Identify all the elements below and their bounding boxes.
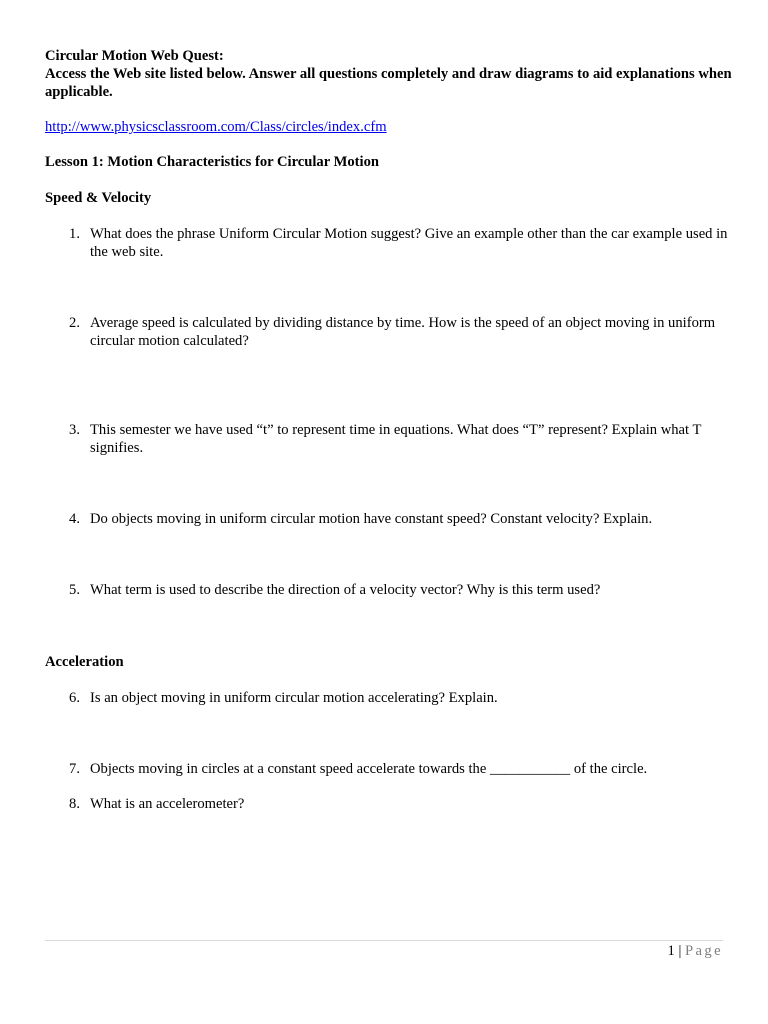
question-number: 5. <box>69 582 80 598</box>
question-text: Is an object moving in uniform circular motion accelerating? Explain. <box>90 690 498 706</box>
section-heading-speed-velocity: Speed & Velocity <box>45 190 152 206</box>
page-separator: | <box>678 943 682 959</box>
question-number: 6. <box>69 690 80 706</box>
question-text: Average speed is calculated by dividing distance by time. How is the speed of an object moving in uniform circular motion calculated? <box>90 315 716 349</box>
question-text: What does the phrase Uniform Circular Motion suggest? Give an example other than the car example used in the web site. <box>90 226 728 260</box>
question-text: What is an accelerometer? <box>90 796 245 812</box>
question-number: 1. <box>69 226 80 242</box>
question-text: Objects moving in circles at a constant speed accelerate towards the ___________ of the circle. <box>90 761 648 777</box>
page-footer <box>668 942 724 960</box>
question-number: 4. <box>69 511 80 527</box>
lesson-title: Lesson 1: Motion Characteristics for Circular Motion <box>45 154 379 170</box>
section-heading-acceleration: Acceleration <box>45 654 124 670</box>
question-number: 3. <box>69 422 80 438</box>
question-number: 8. <box>69 796 80 812</box>
page-title: Circular Motion Web Quest: <box>45 48 224 64</box>
page-word: Page <box>685 943 723 959</box>
page-number: 1 <box>667 943 675 959</box>
header-block <box>45 47 735 101</box>
question-text: This semester we have used “t” to represent time in equations. What does “T” represent? Explain what T signifies. <box>90 422 702 456</box>
question-text: What term is used to describe the direction of a velocity vector? Why is this term used? <box>90 582 601 598</box>
web-link[interactable]: http://www.physicsclassroom.com/Class/circles/index.cfm <box>45 119 387 135</box>
question-number: 7. <box>69 761 80 777</box>
footer-divider <box>45 940 723 941</box>
instructions-text: Access the Web site listed below. Answer all questions completely and draw diagrams to aid explanations when applicable. <box>45 66 732 100</box>
question-text: Do objects moving in uniform circular motion have constant speed? Constant velocity? Explain. <box>90 511 653 527</box>
question-number: 2. <box>69 315 80 331</box>
